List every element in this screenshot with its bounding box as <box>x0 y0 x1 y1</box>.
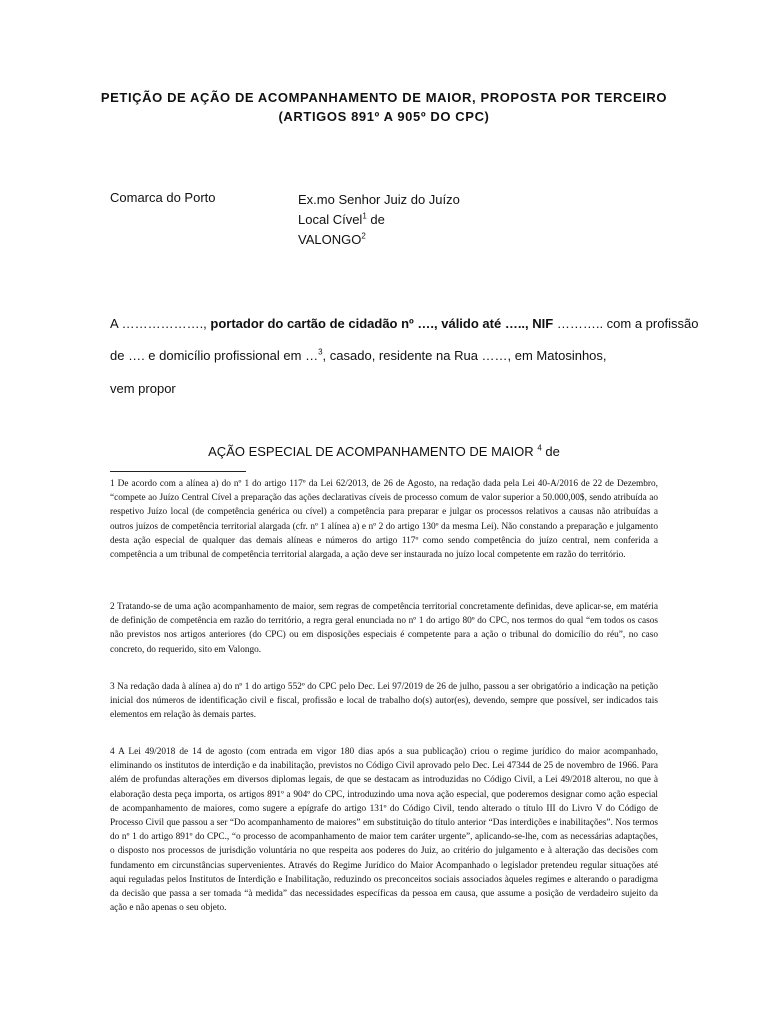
title-line-2: (ARTIGOS 891º A 905º DO CPC) <box>278 109 490 124</box>
addressee-line-1: Ex.mo Senhor Juiz do Juízo <box>298 192 460 207</box>
addressee-line-2-suffix: de <box>366 212 385 227</box>
footnote-1: 1 De acordo com a alínea a) do nº 1 do artigo 117º da Lei 62/2013, de 26 de Agosto, na redação dada pela Lei 40-A/2016 de 22 de Dezembro, “compete ao Juízo Central Cível a preparação das ações declarativas cíveis de processo comum de valor superior a 50.000,00$, sendo atribuída ao respetivo Juízo local (de competência genérica ou cível) a competência para preparar e julgar os processos relativos a causas não atribuídas a outros juízos de competência territorial alargada (cfr. nº 1 alínea a) e nº 2 do artigo 130º da mesma Lei). Não constando a preparação e julgamento desta ação especial de qualquer das demais alíneas e números do artigo 117º como sendo competência do juízo central, nem conferida a competência a um tribunal de competência territorial alargada, a ação deve ser instaurada no juízo local competente em razão do território. <box>110 479 658 561</box>
addressee-court: Local Cível <box>298 212 363 227</box>
footnote-ref-2: 2 <box>361 231 366 241</box>
addressee-block <box>298 190 460 250</box>
footnote-ref-1: 1 <box>362 211 367 221</box>
petitioner-residence: , casado, residente na Rua ……, em Matosinhos, <box>322 348 607 363</box>
footnote-ref-4: 4 <box>537 443 542 453</box>
petitioner-suffix: ……….. com a profissão <box>553 316 699 331</box>
action-title-suffix: de <box>541 444 560 459</box>
addressee-line-3 <box>298 230 460 250</box>
petitioner-line-3: vem propor <box>110 381 176 396</box>
petitioner-domicile: de …. e domicílio profissional em … <box>110 348 319 363</box>
addressee-city: VALONGO <box>298 232 362 247</box>
footnote-2: 2 Tratando-se de uma ação acompanhamento de maior, sem regras de competência territorial concretamente definidas, deve aplicar-se, em matéria de definição de competência em razão do território, a regra geral enunciada no nº 1 do artigo 80º do CPC, nos termos do qual “em todos os casos não previstos nos artigos anteriores (do CPC) ou em disposições especiais é competente para a ação o tribunal do domicílio do réu”, no caso concreto, do requerido, sito em Valongo. <box>110 602 658 655</box>
addressee-line-2 <box>298 210 460 230</box>
document-title <box>60 88 708 126</box>
action-title: AÇÃO ESPECIAL DE ACOMPANHAMENTO DE MAIOR <box>208 444 538 459</box>
petitioner-prefix: A ………………., <box>110 316 211 331</box>
footnote-ref-3: 3 <box>318 347 323 357</box>
comarca-label: Comarca do Porto <box>110 190 216 205</box>
petitioner-line-1 <box>110 316 698 331</box>
footnote-4: 4 A Lei 49/2018 de 14 de agosto (com entrada em vigor 180 dias após a sua publicação) criou o regime jurídico do maior acompanhado, eliminando os institutos de interdição e da inabilitação, previstos no Código Civil aprovado pelo Dec. Lei 47344 de 25 de novembro de 1966. Para além de profundas alterações em diversos diplomas legais, de que se destacam as introduzidas no Código Civil, a Lei 49/2018 alterou, no que à elaboração desta peça importa, os artigos 891º a 904º do CPC, introduzindo uma nova ação especial, que poderemos designar como ação especial de acompanhamento de maiores, como sugere a epígrafe do artigo 131º do Código Civil, tendo alterado o título III do Livro V do Código de Processo Civil que passou a ser “Do acompanhamento de maiores” em substituição do título anterior “Das interdições e inabilitações”. Nos termos do nº 1 do artigo 891º do CPC., “o processo de acompanhamento de maior tem caráter urgente”, aplicando-se-lhe, com as necessárias adaptações, o disposto nos processos de jurisdição voluntária no que respeita aos poderes do Juiz, ao critério do julgamento e à alteração das decisões com fundamento em circunstâncias supervenientes. Através do Regime Jurídico do Maior Acompanhado o legislador pretendeu regular situações até aqui reguladas pelos Institutos de Interdição e Inabilitação, reduzindo os preconceitos sociais associados àqueles regimes e alterando o paradigma da decisão que passa a ser tomada “à medida” das necessidades específicas da pessoa em causa, que assume a posição de verdadeiro sujeito da ação e não apenas o seu objeto. <box>110 747 658 914</box>
petitioner-line-2 <box>110 348 607 363</box>
footnote-3: 3 Na redação dada à alínea a) do nº 1 do artigo 552º do CPC pelo Dec. Lei 97/2019 de 26 de julho, passou a ser obrigatório a indicação na petição inicial dos números de identificação civil e fiscal, profissão e local de trabalho do(s) autor(es), devendo, sempre que possível, ser indicados tais elementos em relação às demais partes. <box>110 682 658 721</box>
petitioner-id-text: portador do cartão de cidadão nº …., válido até ….., NIF <box>210 316 554 331</box>
action-heading <box>0 444 768 459</box>
title-line-1: PETIÇÃO DE AÇÃO DE ACOMPANHAMENTO DE MAIOR, PROPOSTA POR TERCEIRO <box>100 90 668 105</box>
footnote-separator <box>110 471 246 472</box>
